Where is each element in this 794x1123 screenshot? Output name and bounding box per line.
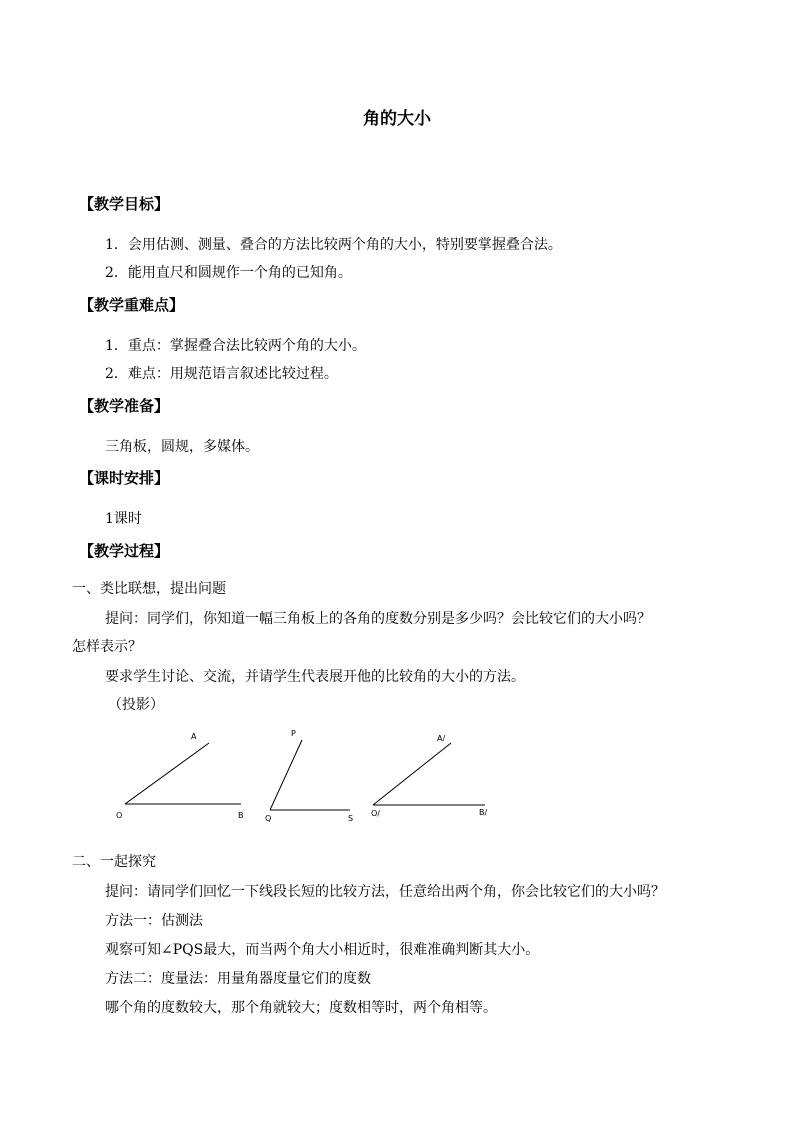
- goals-heading: 【教学目标】: [79, 195, 170, 213]
- label-b2: B/: [479, 808, 488, 817]
- preparation-heading: 【教学准备】: [79, 397, 170, 415]
- label-a: A: [191, 732, 197, 741]
- label-a2: A/: [437, 734, 446, 743]
- key-points-item-1: 1．重点：掌握叠合法比较两个角的大小。: [105, 338, 366, 354]
- goals-item-1: 1．会用估测、测量、叠合的方法比较两个角的大小，特别要掌握叠合法。: [105, 237, 562, 253]
- ray-o2a2: [373, 743, 451, 805]
- label-s: S: [348, 814, 354, 823]
- part1-question: 提问：同学们，你知道一幅三角板上的各角的度数分别是多少吗？会比较它们的大小吗？: [105, 611, 651, 627]
- angle-pqs: [265, 729, 353, 823]
- preparation-text: 三角板，圆规，多媒体。: [105, 439, 259, 455]
- label-p: P: [291, 729, 296, 738]
- schedule-text: 1课时: [105, 511, 142, 527]
- part2-observation: 观察可知∠PQS最大，而当两个角大小相近时，很难准确判断其大小。: [105, 942, 540, 958]
- angle-a2o2b2: [371, 734, 487, 818]
- part2-method-1: 方法一：估测法: [105, 913, 203, 929]
- label-q: Q: [265, 814, 272, 823]
- goals-item-2: 2．能用直尺和圆规作一个角的已知角。: [105, 265, 352, 281]
- part2-method-2: 方法二：度量法：用量角器度量它们的度数: [105, 971, 371, 987]
- part2-conclusion: 哪个角的度数较大，那个角就较大；度数相等时，两个角相等。: [105, 1000, 497, 1016]
- label-o: O: [116, 811, 123, 820]
- part1-instruction: 要求学生讨论、交流，并请学生代表展开他的比较角的大小的方法。: [105, 669, 525, 685]
- key-points-item-2: 2．难点：用规范语言叙述比较过程。: [105, 366, 338, 382]
- ray-qp: [270, 740, 302, 810]
- ray-oa: [125, 743, 209, 804]
- angles-figure: [0, 720, 794, 830]
- part2-heading: 二、一起探究: [72, 854, 156, 870]
- part1-question-cont: 怎样表示？: [72, 639, 142, 655]
- schedule-heading: 【课时安排】: [79, 469, 170, 487]
- part1-heading: 一、类比联想，提出问题: [72, 581, 226, 597]
- part1-projection: （投影）: [108, 697, 164, 713]
- process-heading: 【教学过程】: [79, 542, 170, 560]
- angle-aob: [116, 732, 244, 820]
- part2-question: 提问：请同学们回忆一下线段长短的比较方法，任意给出两个角，你会比较它们的大小吗？: [105, 884, 665, 900]
- page-title: 角的大小: [363, 109, 431, 129]
- label-b: B: [238, 811, 244, 820]
- key-points-heading: 【教学重难点】: [79, 296, 185, 314]
- label-o2: O/: [371, 809, 380, 818]
